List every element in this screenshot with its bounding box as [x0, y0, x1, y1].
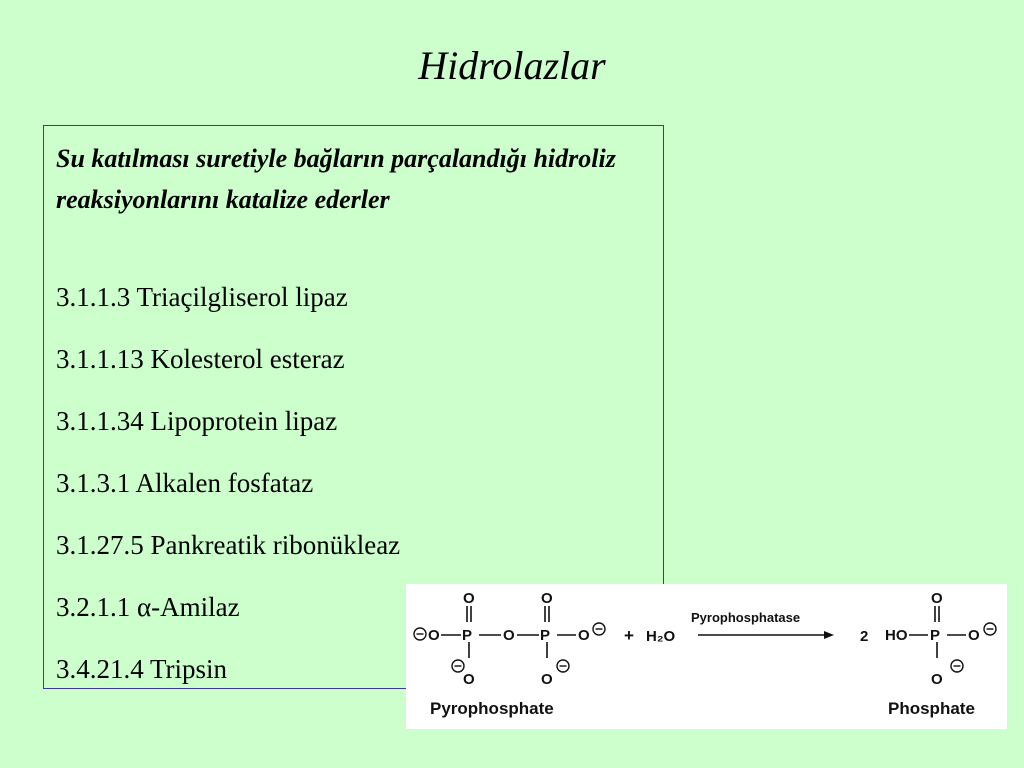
enzyme-item: 3.2.1.1 α-Amilaz: [56, 592, 240, 622]
oxygen-atom: O: [931, 671, 943, 688]
water-formula: H₂O: [646, 628, 676, 645]
reaction-arrow-icon: [824, 631, 834, 639]
enzyme-item: 3.1.1.34 Lipoprotein lipaz: [56, 406, 338, 436]
oxygen-atom: O: [463, 671, 475, 688]
enzyme-item: 3.1.1.3 Triaçilgliserol lipaz: [56, 282, 348, 312]
slide-title: Hidrolazlar: [418, 43, 606, 88]
phosphate-label: Phosphate: [888, 699, 975, 718]
negative-charge-icon: [593, 623, 605, 635]
box-lead-text: Su katılması suretiyle bağların parçalandığı hidroliz reaksiyonlarını katalize ederler: [56, 144, 616, 214]
pyrophosphate-label: Pyrophosphate: [430, 699, 554, 718]
stoichiometric-coefficient: 2: [860, 628, 869, 645]
negative-charge-icon: [984, 623, 996, 635]
negative-charge-icon: [414, 628, 426, 640]
plus-sign: +: [624, 626, 634, 645]
enzyme-item: 3.1.27.5 Pankreatik ribonükleaz: [56, 530, 401, 560]
hydroxyl-group: HO: [885, 627, 908, 644]
negative-charge-icon: [951, 660, 963, 672]
phosphorus-atom: P: [930, 627, 941, 644]
oxygen-atom: O: [463, 590, 475, 607]
negative-charge-icon: [557, 660, 569, 672]
phosphorus-atom: P: [462, 627, 473, 644]
oxygen-atom: O: [541, 590, 553, 607]
oxygen-atom: O: [503, 627, 515, 644]
enzyme-name-label: Pyrophosphatase: [691, 610, 801, 625]
phosphorus-atom: P: [540, 627, 551, 644]
enzyme-item: 3.1.3.1 Alkalen fosfataz: [56, 468, 314, 498]
oxygen-atom: O: [968, 627, 980, 644]
oxygen-atom: O: [428, 627, 440, 644]
oxygen-atom: O: [541, 671, 553, 688]
oxygen-atom: O: [578, 627, 590, 644]
enzyme-item: 3.1.1.13 Kolesterol esteraz: [56, 344, 345, 374]
oxygen-atom: O: [931, 590, 943, 607]
enzyme-item: 3.4.21.4 Tripsin: [56, 654, 228, 684]
pyrophosphatase-reaction-figure: [406, 584, 1007, 729]
